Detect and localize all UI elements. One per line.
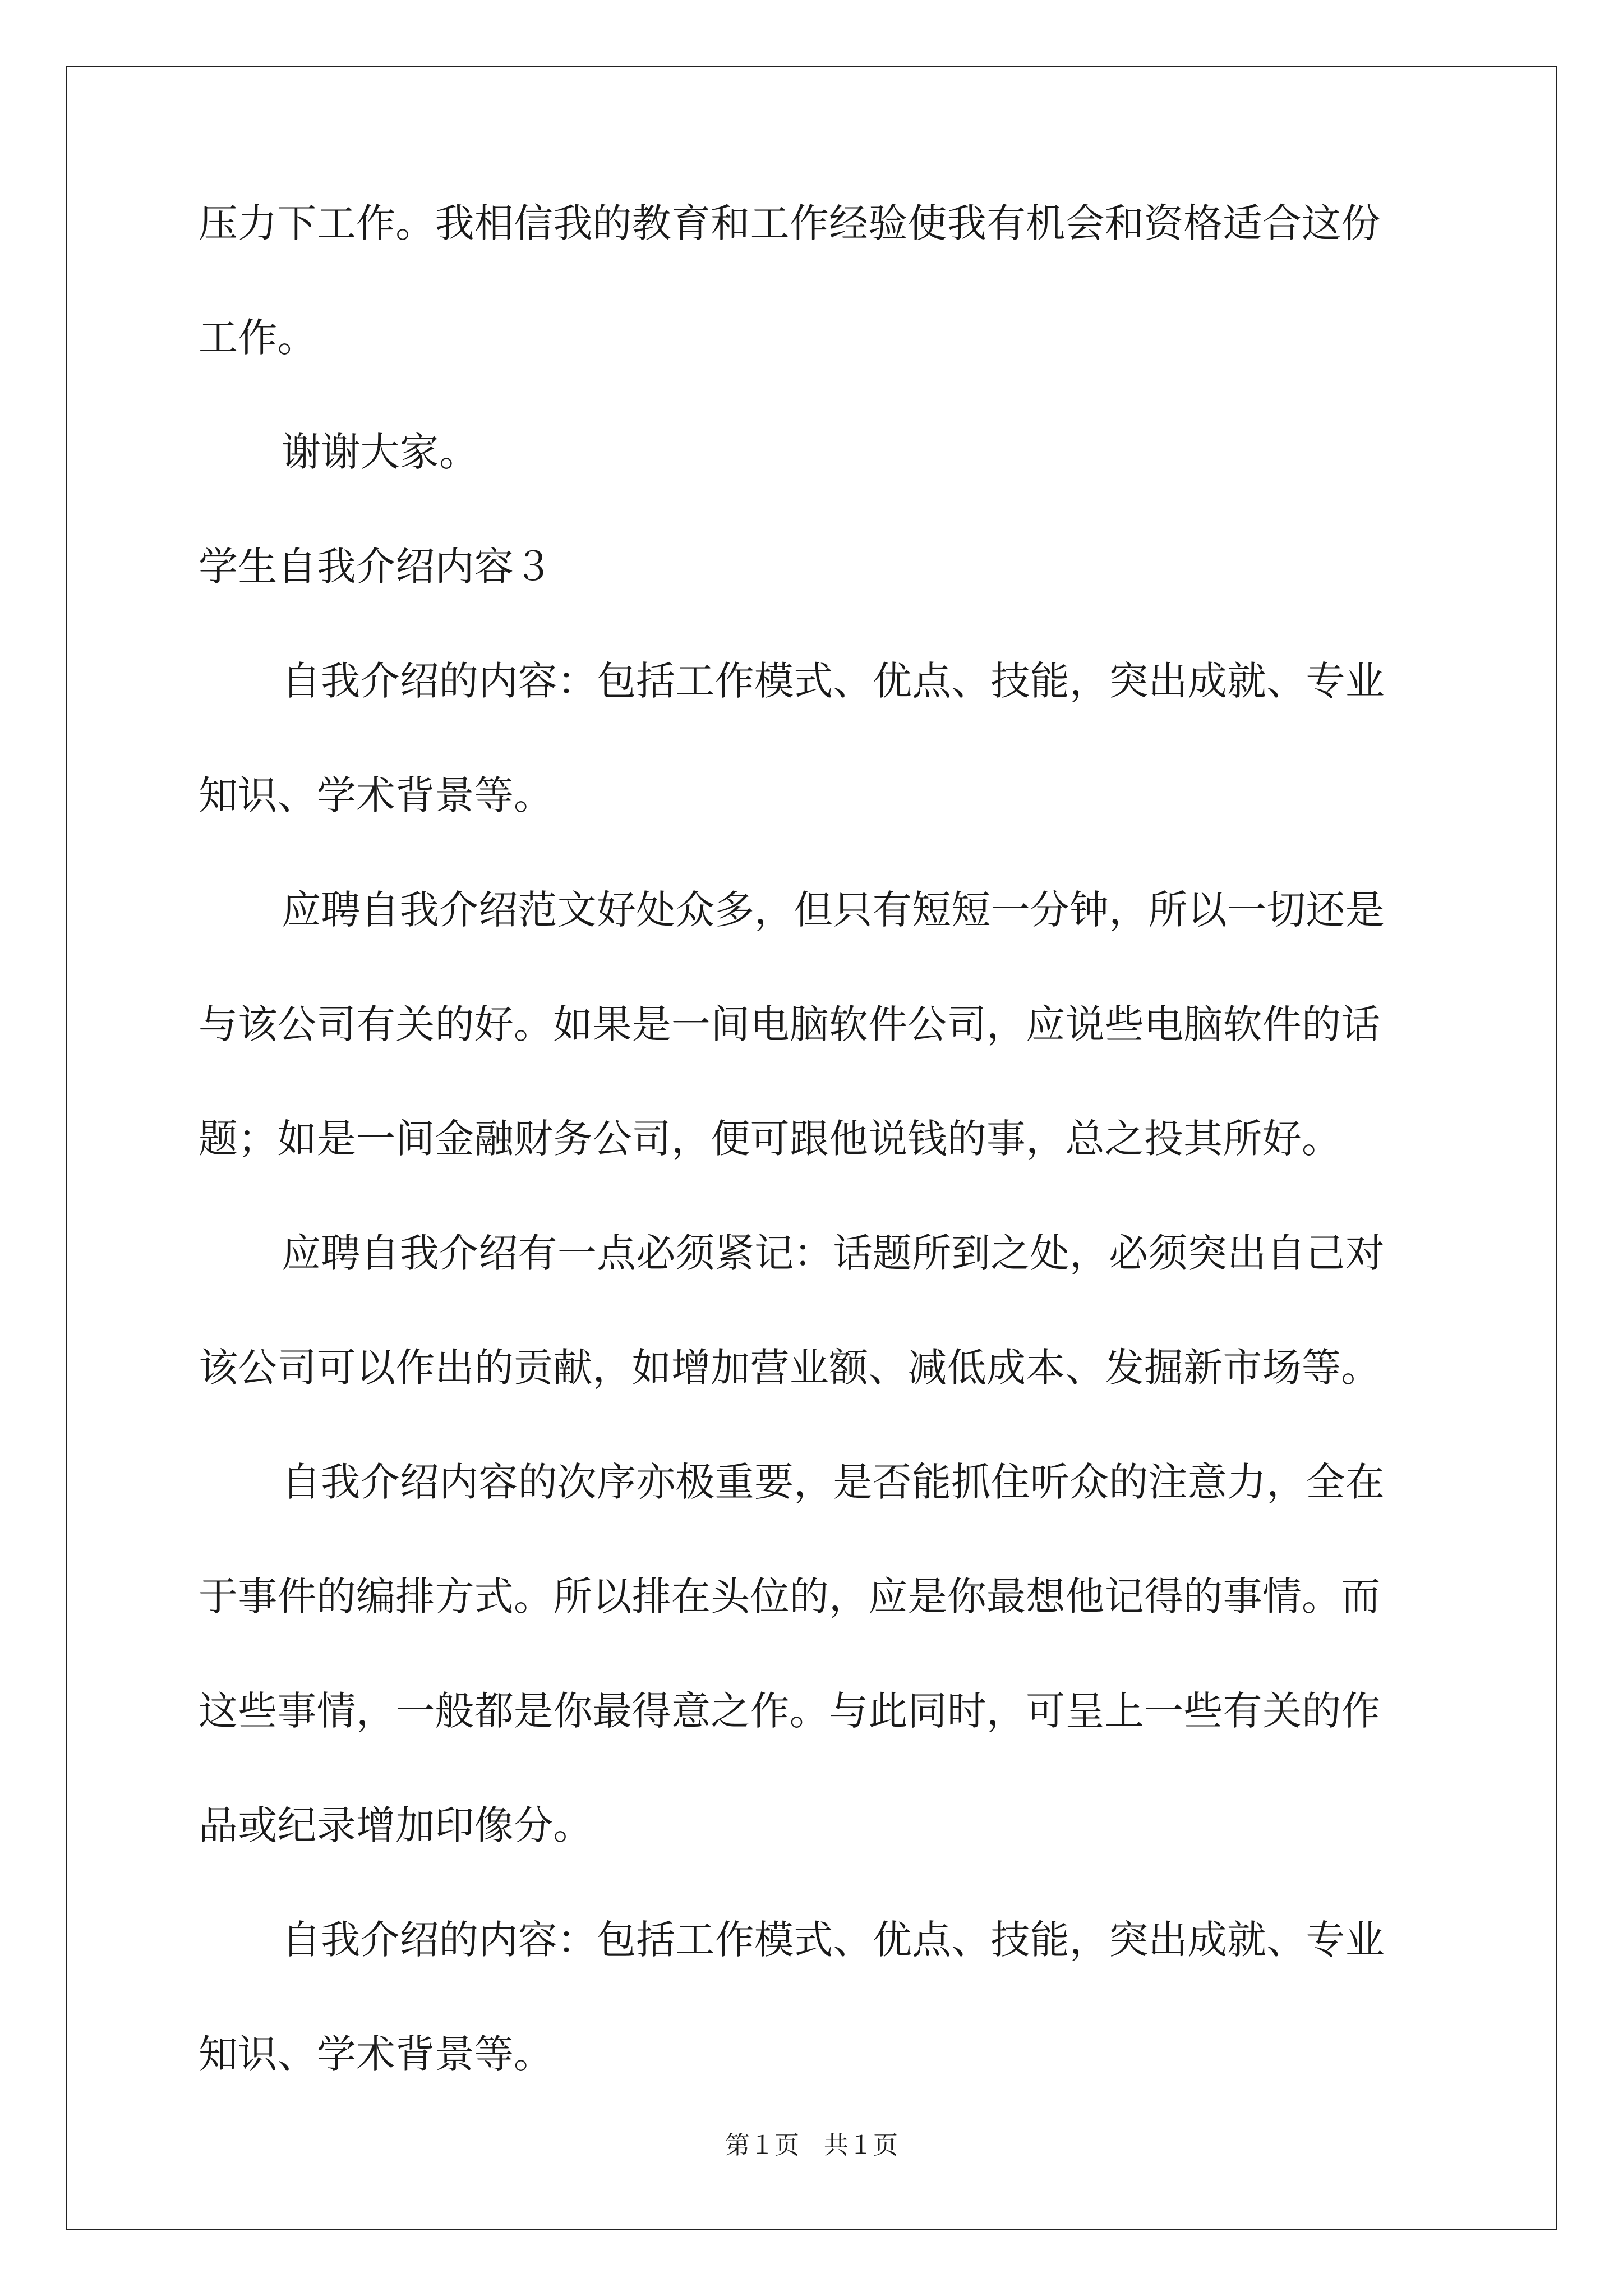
body-line: 自我介绍的内容：包括工作模式、优点、技能，突出成就、专业: [282, 658, 1385, 704]
body-line: 于事件的编排方式。所以排在头位的，应是你最想他记得的事情。而: [199, 1573, 1381, 1619]
body-line: 知识、学术背景等。: [199, 2031, 554, 2077]
body-line: 应聘自我介绍范文好处众多，但只有短短一分钟，所以一切还是: [282, 887, 1385, 933]
body-line: 品或纪录增加印像分。: [199, 1802, 593, 1848]
body-line: 应聘自我介绍有一点必须紧记：话题所到之处，必须突出自己对: [282, 1230, 1385, 1276]
body-line: 压力下工作。我相信我的教育和工作经验使我有机会和资格适合这份: [199, 200, 1381, 246]
closing-line: 谢谢大家。: [282, 429, 479, 475]
body-line: 工作。: [199, 315, 317, 361]
body-line: 自我介绍的内容：包括工作模式、优点、技能，突出成就、专业: [282, 1917, 1385, 1963]
body-line: 该公司可以作出的贡献，如增加营业额、减低成本、发掘新市场等。: [199, 1345, 1381, 1391]
body-line: 这些事情，一般都是你最得意之作。与此同时，可呈上一些有关的作: [199, 1688, 1381, 1734]
page-number-footer: 第１页 共１页: [725, 2131, 898, 2160]
body-line: 与该公司有关的好。如果是一间电脑软件公司，应说些电脑软件的话: [199, 1001, 1381, 1047]
body-line: 自我介绍内容的次序亦极重要，是否能抓住听众的注意力，全在: [282, 1459, 1385, 1505]
section-heading: 学生自我介绍内容３: [199, 544, 554, 590]
body-line: 题；如是一间金融财务公司，便可跟他说钱的事，总之投其所好。: [199, 1116, 1341, 1162]
body-line: 知识、学术背景等。: [199, 772, 554, 818]
